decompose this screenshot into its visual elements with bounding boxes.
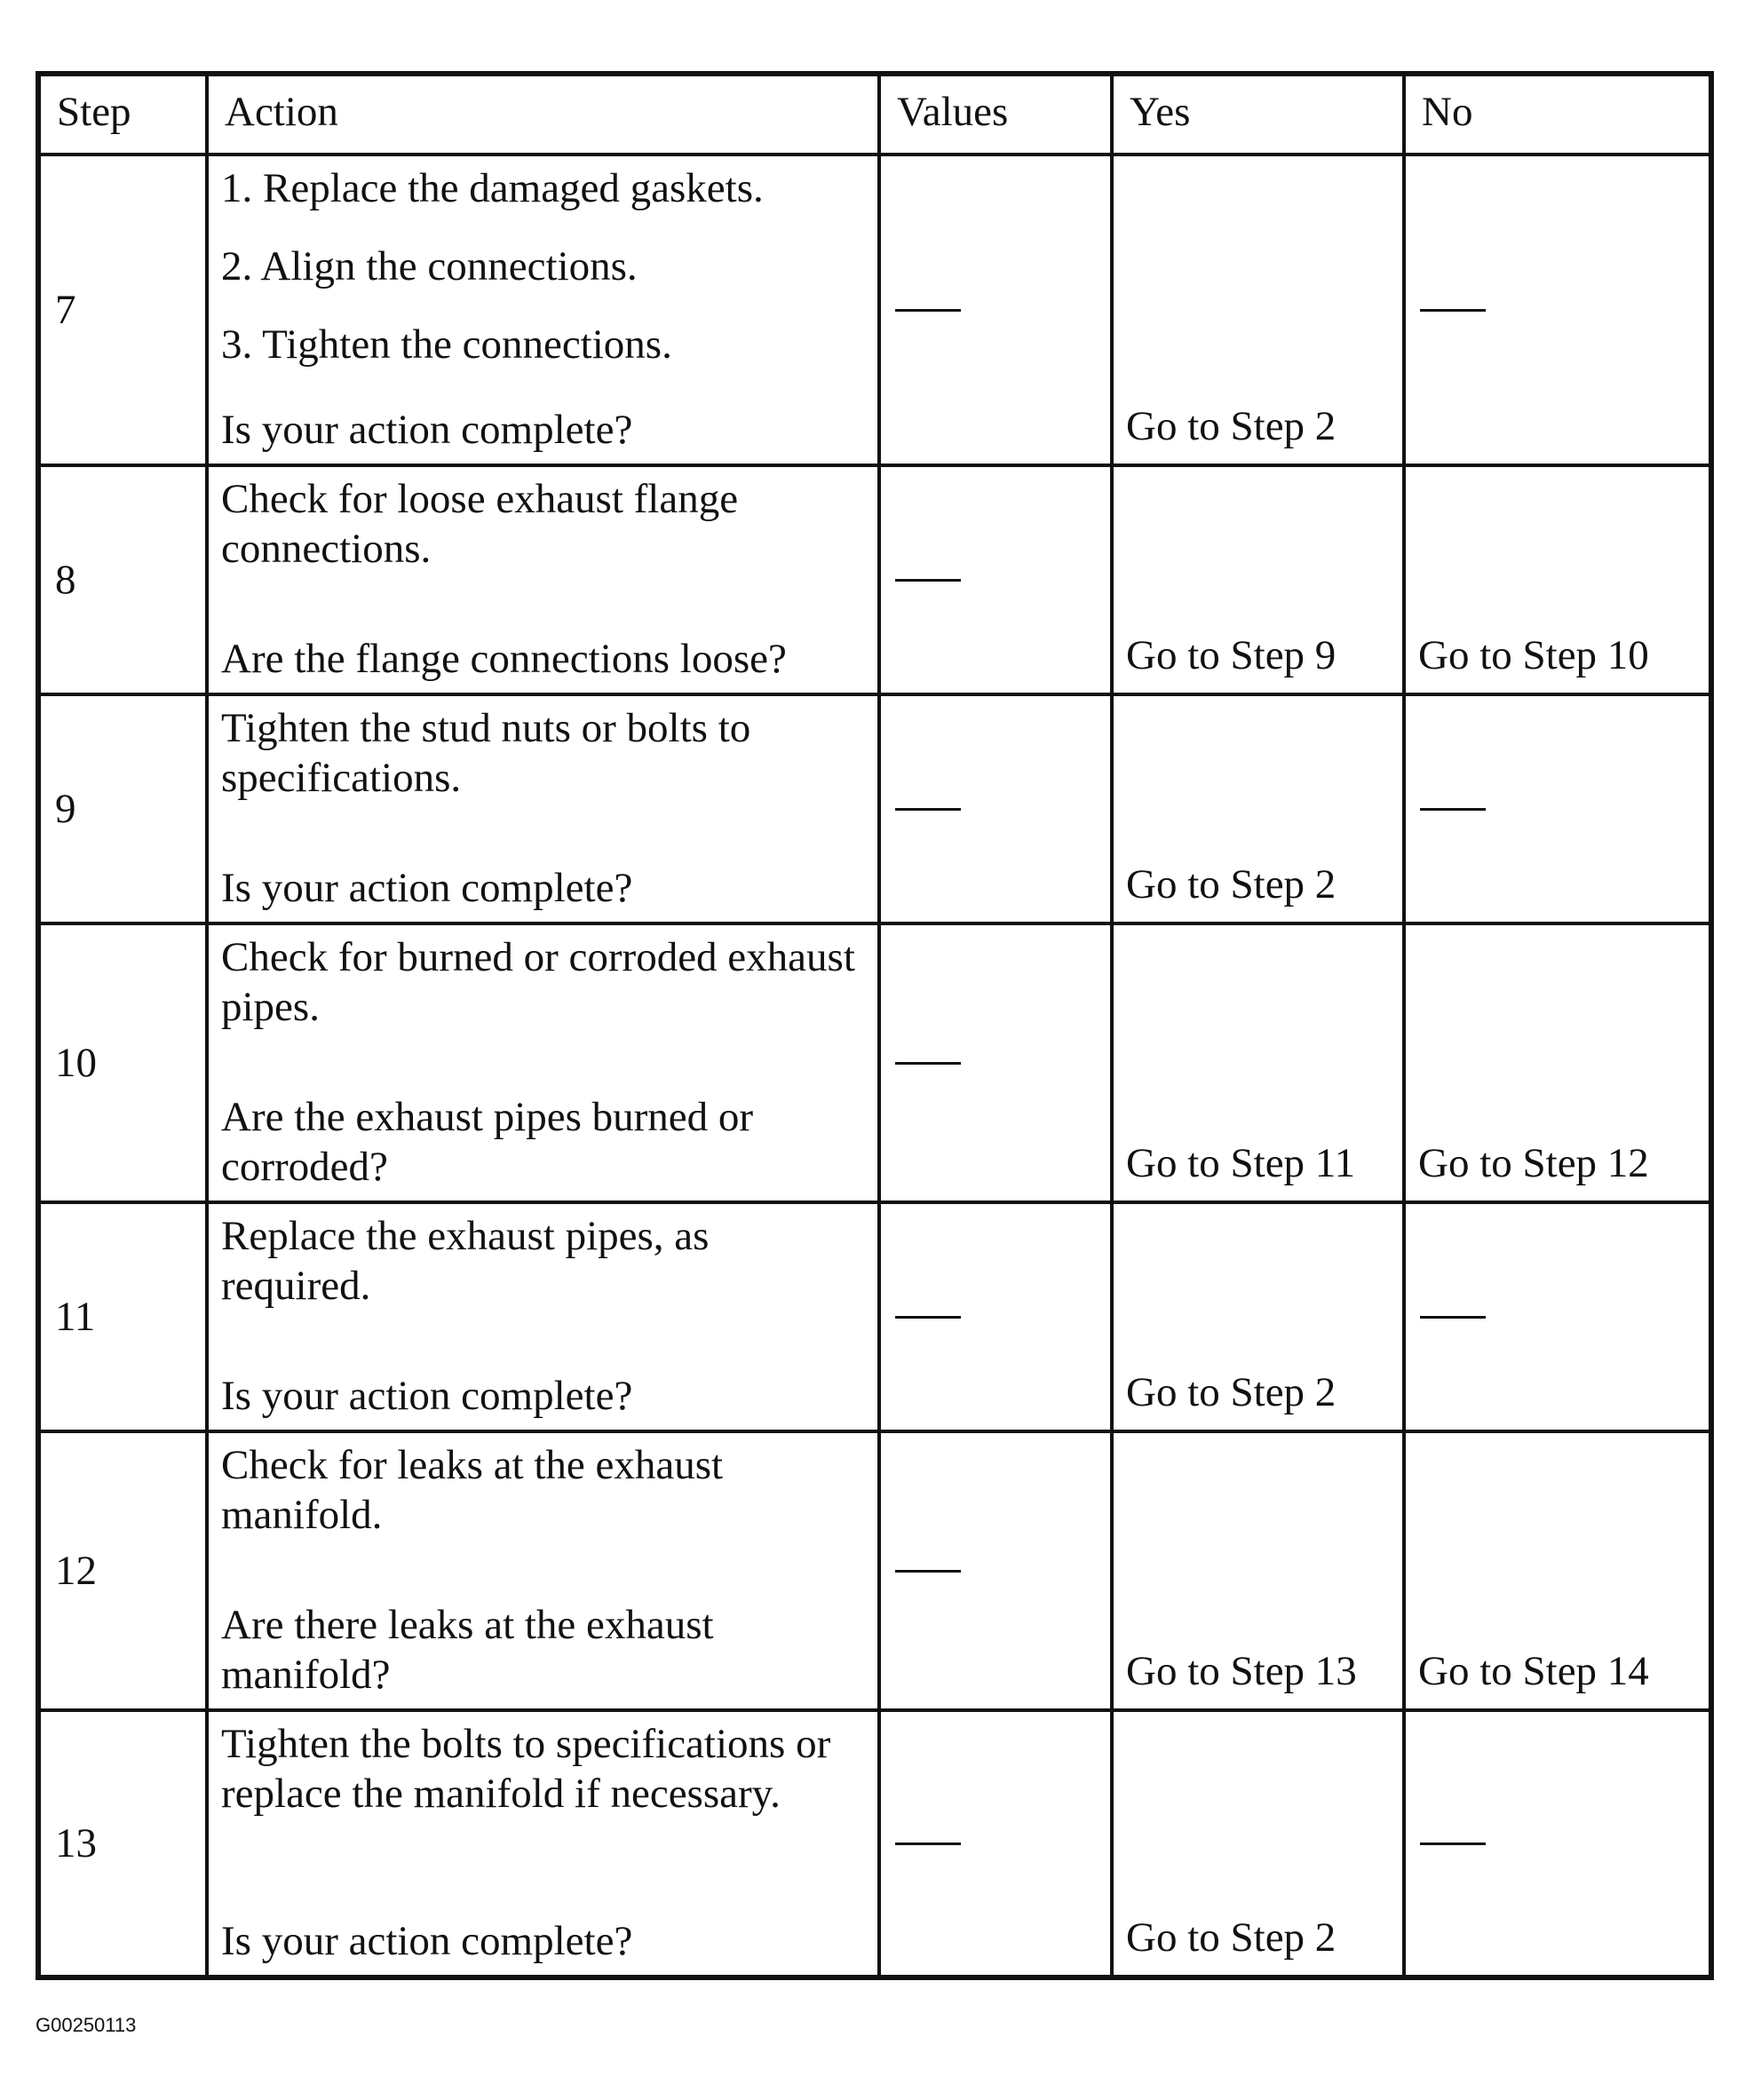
yes-outcome: Go to Step 11 [1126, 1140, 1356, 1186]
empty-value-dash [895, 1316, 961, 1319]
step-number: 8 [41, 467, 209, 696]
action-text: Tighten the stud nuts or bolts to specifications. [221, 705, 751, 801]
action-question: Is your action complete? [221, 865, 633, 911]
action-question: Are the exhaust pipes burned or corroded? [221, 1094, 754, 1190]
figure-code: G00250113 [36, 2014, 137, 2036]
yes-outcome: Go to Step 2 [1126, 1914, 1337, 1961]
no-outcome: Go to Step 10 [1418, 632, 1649, 678]
empty-no-dash [1420, 1316, 1486, 1319]
values-cell [881, 925, 1114, 1204]
empty-no-dash [1420, 309, 1486, 312]
empty-value-dash [895, 1062, 961, 1065]
empty-value-dash [895, 1570, 961, 1573]
no-cell [1406, 467, 1709, 696]
empty-no-dash [1420, 808, 1486, 811]
action-question: Is your action complete? [221, 407, 633, 453]
header-values: Values [881, 76, 1114, 156]
yes-outcome: Go to Step 13 [1126, 1648, 1357, 1694]
action-cell [209, 1712, 881, 1975]
yes-cell [1114, 156, 1406, 467]
action-text: Check for loose exhaust flange connections. [221, 476, 739, 572]
empty-value-dash [895, 1842, 961, 1845]
step-number: 11 [41, 1204, 209, 1433]
values-cell [881, 467, 1114, 696]
empty-no-dash [1420, 1842, 1486, 1845]
values-cell [881, 1712, 1114, 1975]
action-text: Check for burned or corroded exhaust pipes. [221, 934, 855, 1030]
action-question: Are the flange connections loose? [221, 636, 787, 682]
step-number: 7 [41, 156, 209, 467]
no-cell [1406, 1712, 1709, 1975]
yes-cell [1114, 1433, 1406, 1712]
action-cell [209, 925, 881, 1204]
no-cell [1406, 696, 1709, 925]
yes-outcome: Go to Step 2 [1126, 1369, 1337, 1415]
action-cell [209, 467, 881, 696]
yes-cell [1114, 467, 1406, 696]
action-text: Replace the exhaust pipes, as required. [221, 1213, 710, 1309]
yes-cell [1114, 1204, 1406, 1433]
header-yes: Yes [1114, 76, 1406, 156]
action-line: 1. Replace the damaged gaskets. [221, 165, 764, 211]
action-line: 2. Align the connections. [221, 243, 638, 289]
action-cell [209, 156, 881, 467]
action-question: Are there leaks at the exhaust manifold? [221, 1602, 714, 1698]
diagnostic-table [36, 71, 1714, 1980]
action-question: Is your action complete? [221, 1918, 633, 1964]
yes-cell [1114, 1712, 1406, 1975]
header-step: Step [41, 76, 209, 156]
action-cell [209, 1204, 881, 1433]
no-outcome: Go to Step 14 [1418, 1648, 1649, 1694]
empty-value-dash [895, 309, 961, 312]
empty-value-dash [895, 579, 961, 582]
values-cell [881, 696, 1114, 925]
no-cell [1406, 1433, 1709, 1712]
no-cell [1406, 925, 1709, 1204]
action-cell [209, 1433, 881, 1712]
values-cell [881, 1433, 1114, 1712]
no-cell [1406, 156, 1709, 467]
step-number: 9 [41, 696, 209, 925]
yes-outcome: Go to Step 9 [1126, 632, 1337, 678]
action-cell [209, 696, 881, 925]
no-outcome: Go to Step 12 [1418, 1140, 1649, 1186]
yes-outcome: Go to Step 2 [1126, 403, 1337, 449]
yes-outcome: Go to Step 2 [1126, 861, 1337, 907]
values-cell [881, 156, 1114, 467]
step-number: 10 [41, 925, 209, 1204]
yes-cell [1114, 696, 1406, 925]
action-text: Check for leaks at the exhaust manifold. [221, 1442, 724, 1538]
step-number: 12 [41, 1433, 209, 1712]
header-no: No [1406, 76, 1709, 156]
no-cell [1406, 1204, 1709, 1433]
action-line: 3. Tighten the connections. [221, 321, 672, 368]
header-action: Action [209, 76, 881, 156]
action-text: Tighten the bolts to specifications or replace the manifold if necessary. [221, 1721, 831, 1817]
action-question: Is your action complete? [221, 1373, 633, 1419]
empty-value-dash [895, 808, 961, 811]
values-cell [881, 1204, 1114, 1433]
yes-cell [1114, 925, 1406, 1204]
step-number: 13 [41, 1712, 209, 1975]
